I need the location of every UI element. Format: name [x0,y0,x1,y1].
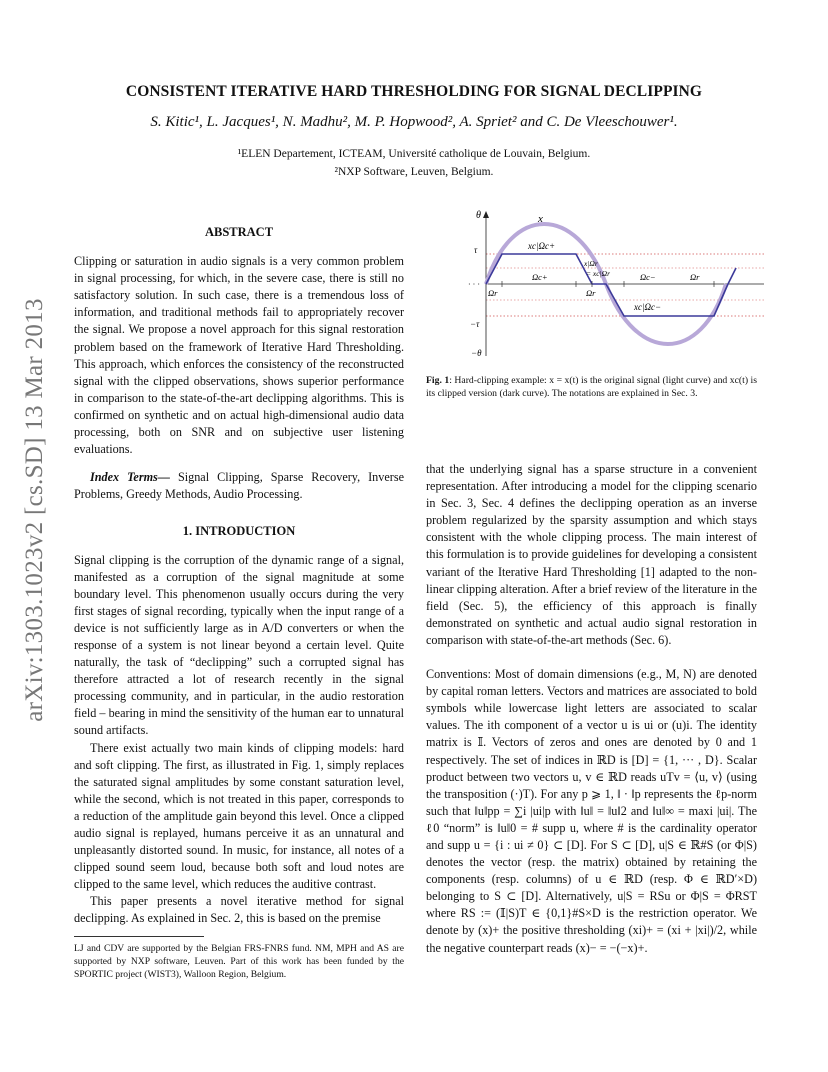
neg-theta-label: −θ [471,348,482,358]
index-terms-text: Signal Clipping, Sparse Recovery, Inverse Problems, Greedy Methods, Audio Processing. [74,470,404,502]
dots-label: · · · [468,280,480,289]
xc-minus-label: xc|Ωc− [634,302,662,312]
theta-label: θ [476,210,481,221]
footnote: LJ and CDV are supported by the Belgian FRS-FNRS fund. NM, MPH and AS are supported by NXP software, Leuven. Part of this work has been funded by the SPORTIC project (WIST3), Walloon Region, Belgium. [74,943,404,980]
right-paragraph-1: that the underlying signal has a sparse structure in a convenient representation. After introducing a model for the clipping scenario in Sec. 3, Sec. 4 defines the declipping operation as an inverse problem regularized by the sparsity assumption and which stays consistent with the whole clipping process. The main interest of this formulation is to provide guidelines for developing a consistent variant of the Iterative Hard Thresholding [1] adapted to the non-linear clipping alteration. After a brief review of the literature in the field (Sec. 5), the efficiency of this approach is finally demonstrated on synthetic and actual audio signal restoration in comparison with state-of-the-art methods (Sec. 6). [426,462,757,647]
clipped-signal-curve [486,254,736,316]
intro-paragraph-2: There exist actually two main kinds of clipping models: hard and soft clipping. The first, as illustrated in Fig. 1, simply replaces the saturated signal amplitudes by some constant saturation level, while the second, which is not treated in this paper, corresponds to a reduction of the amplitude gain beyond this level. Once a clipped audio signal is replayed, humans perceive it as an unnatural and unpleasantly distorted sound. In music, for instance, all notes of a clipped sound seem loud, because both soft and loud notes are clipped to the same level, which reduces the auditive contrast. [74,740,404,892]
omega-r-label-3: Ωr [690,272,700,282]
omega-c-minus-label: Ωc− [640,272,656,282]
omega-r-label-1: Ωr [488,288,498,298]
intro-paragraph-3: This paper presents a novel iterative method for signal declipping. As explained in Sec. 2, this is based on the premise [74,894,404,926]
eq-xc-omega-r-label: = xc|Ωr [586,269,610,278]
left-column [74,224,404,928]
clipping-figure [466,206,766,366]
neg-tau-label: −τ [470,319,480,329]
omega-r-label-2: Ωr [586,288,596,298]
abstract-text: Clipping or saturation in audio signals is a very common problem in signal processing, for which, in the severe case, there is still no satisfactory solution. In such case, there is a tremendous loss of information, and traditional methods fail to appropriately recover the signal. We propose a novel approach for this signal restoration problem based on the framework of Iterative Hard Thresholding. This approach, which enforces the consistency of the reconstructed signal with the clipped observations, shows superior performance in comparison to the state-of-the-art declipping algorithms. This is confirmed on synthetic and on actual high-dimensional audio data processing, both on SNR and on subjective user listening evaluations. [74,254,404,457]
index-terms-label: Index Terms— [90,470,170,485]
affiliation-2: ²NXP Software, Leuven, Belgium. [334,166,494,178]
paper-title: CONSISTENT ITERATIVE HARD THRESHOLDING FOR SIGNAL DECLIPPING [125,83,703,100]
intro-heading: 1. INTRODUCTION [182,524,296,539]
author-list: S. Kitic¹, L. Jacques¹, N. Madhu², M. P. Hopwood², A. Spriet² and C. De Vleeschouwer¹. [150,114,678,130]
xc-plus-label: xc|Ωc+ [528,241,556,251]
conventions-paragraph: Conventions: Most of domain dimensions (e.g., M, N) are denoted by capital roman letters. Vectors and matrices are associated to bold symbols while lowercase light letters are associated to scalar values. The ith component of a vector u is ui or (u)i. The identity matrix is 𝕀. Vectors of zeros and ones are denoted by 0 and 1 respectively. The set of indices in ℝD is [D] = {1, ··· , D}. Scalar product between two vectors u, v ∈ ℝD reads uTv = ⟨u, v⟩ (using the transposition (·)T). For any p ⩾ 1, ‖ · ‖p represents the ℓp-norm such that ‖u‖pp = ∑i |ui|p with ‖u‖ = ‖u‖2 and ‖u‖∞ = maxi |ui|. The ℓ0 “norm” is ‖u‖0 = # supp u, where # is the cardinality operator and supp u = {i : ui ≠ 0} ⊂ [D]. For S ⊂ [D], u|S ∈ ℝ#S (or Φ|S) denotes the vector (resp. the matrix) obtained by retaining the components (resp. columns) of u ∈ ℝD (resp. Φ ∈ ℝD′×D) belonging to S ⊂ [D]. Alternatively, u|S = RSu or Φ|S = ΦRST where RS := (𝕀|S)T ∈ {0,1}#S×D is the restriction operator. We denote by (x)+ the positive thresholding (xi)+ = (xi + |xi|)/2, while the negative counterpart reads (x)− = −(−x)+. [426,667,757,955]
affiliation-1: ¹ELEN Departement, ICTEAM, Université catholique de Louvain, Belgium. [237,148,591,160]
figure-caption-label: Fig. 1 [426,375,450,386]
arxiv-stamp: arXiv:1303.1023v2 [cs.SD] 13 Mar 2013 [21,298,48,722]
x-omega-r-label: x|Ωr [584,259,598,268]
right-column [426,461,757,957]
index-terms [74,469,404,503]
figure-caption-text: : Hard-clipping example: x = x(t) is the original signal (light curve) and xc(t) is its clipped version (dark curve). The notations are explained in Sec. 3. [426,375,757,399]
intro-paragraph-1: Signal clipping is the corruption of the dynamic range of a signal, manifested as a corruption of the signal magnitude at some boundary level. This phenomenon usually occurs during the very first stages of signal recording, typically when the input range of a device is not sufficiently large as in A/D converters or when the response of a system is not linear beyond a certain level. Quite naturally, the task of “declipping” such a corrupted signal has therefore attracted a lot of research recently in the signal processing community, and in particular, in the audio restoration field – bearing in mind the sensitivity of the human ear to unnatural sound artifacts. [74,552,404,738]
tau-label: τ [474,245,478,255]
figure-caption [426,374,757,400]
omega-c-plus-label: Ωc+ [532,272,548,282]
y-axis-arrow [483,211,489,218]
abstract-heading: ABSTRACT [204,225,274,239]
x-label: x [538,213,543,225]
footnote-rule [74,936,204,937]
